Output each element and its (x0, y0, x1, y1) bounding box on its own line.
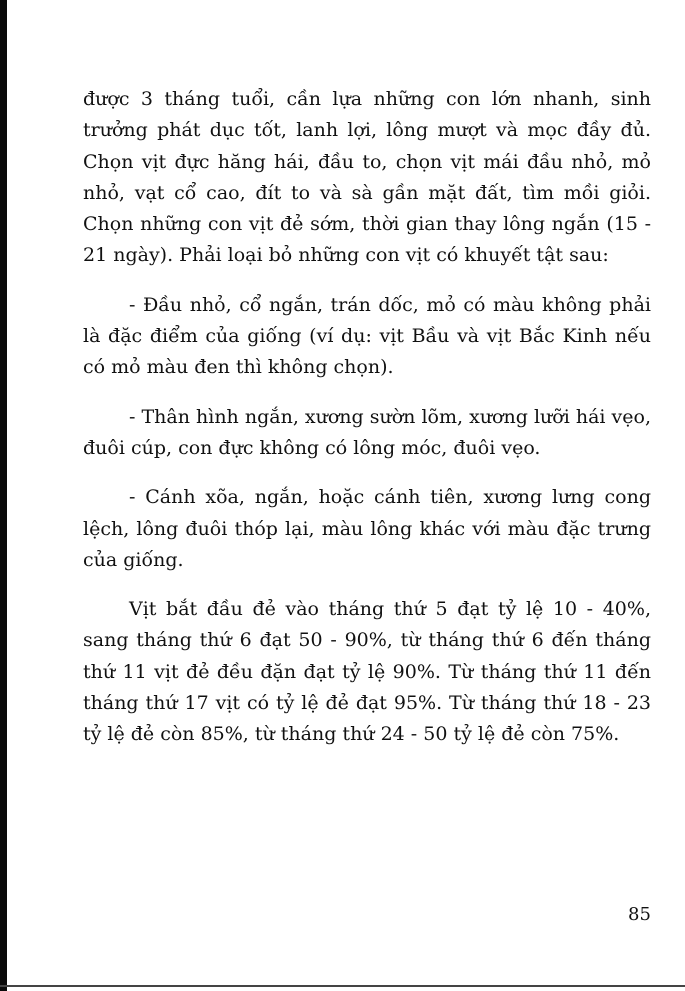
paragraph-5: Vịt bắt đầu đẻ vào tháng thứ 5 đạt tỷ lệ 10 - 40%, sang tháng thứ 6 đạt 50 - 90%, từ tháng thứ 6 đến tháng thứ 11 vịt đẻ đều đặn đạt tỷ lệ 90%. Từ tháng thứ 11 đến tháng thứ 17 vịt có tỷ lệ đẻ đạt 95%. Từ tháng thứ 18 - 23 tỷ lệ đẻ còn 85%, từ tháng thứ 24 - 50 tỷ lệ đẻ còn 75%. (83, 598, 651, 746)
scan-edge-bottom (0, 985, 685, 987)
paragraph-3: - Thân hình ngắn, xương sườn lõm, xương lưỡi hái vẹo, đuôi cúp, con đực không có lông móc, đuôi vẹo. (83, 405, 651, 459)
paragraph-2: - Đầu nhỏ, cổ ngắn, trán dốc, mỏ có màu không phải là đặc điểm của giống (ví dụ: vịt Bầu và vịt Bắc Kinh nếu có mỏ màu đen thì không chọn). (83, 293, 651, 379)
scan-edge-left (0, 0, 7, 991)
paragraph-4: - Cánh xõa, ngắn, hoặc cánh tiên, xương lưng cong lệch, lông đuôi thóp lại, màu lông khác với màu đặc trưng của giống. (83, 486, 651, 571)
page-body (83, 84, 651, 751)
page-number: 85 (628, 904, 651, 925)
paragraph-1: được 3 tháng tuổi, cần lựa những con lớn nhanh, sinh trưởng phát dục tốt, lanh lợi, lông mượt và mọc đầy đủ. Chọn vịt đực hăng hái, đầu to, chọn vịt mái đầu nhỏ, mỏ nhỏ, vạt cổ cao, đít to và sà gần mặt đất, tìm mồi giỏi. Chọn những con vịt đẻ sớm, thời gian thay lông ngắn (15 - 21 ngày). Phải loại bỏ những con vịt có khuyết tật sau: (83, 88, 651, 267)
